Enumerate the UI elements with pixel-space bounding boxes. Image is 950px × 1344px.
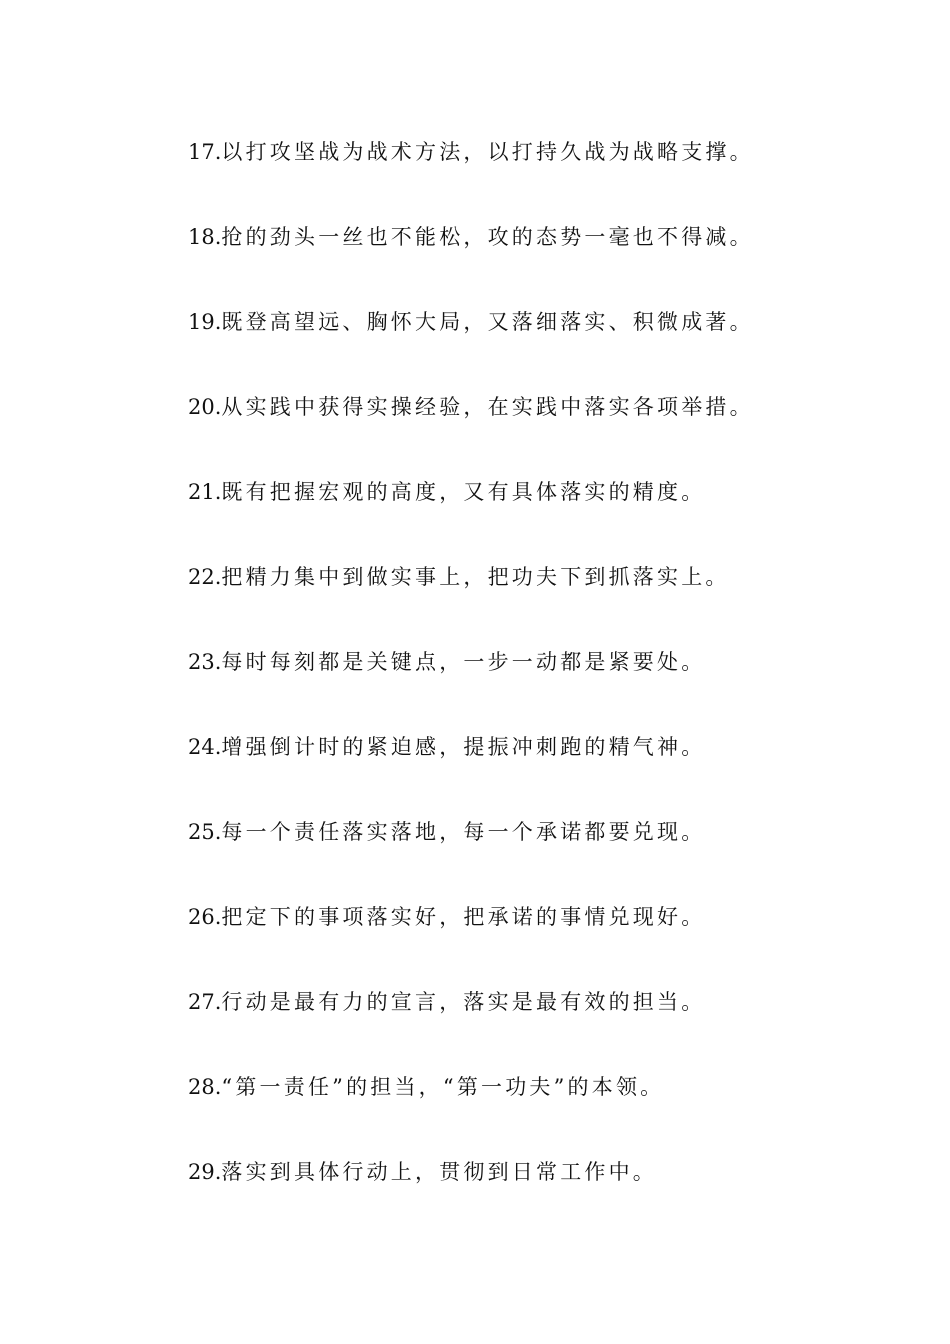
list-item (188, 221, 754, 306)
item-number: 29. (188, 1160, 222, 1184)
item-text: 把精力集中到做实事上，把功夫下到抓落实上。 (221, 565, 730, 589)
list-item (188, 646, 754, 731)
list-item (188, 816, 754, 901)
item-text: 行动是最有力的宣言，落实是最有效的担当。 (221, 990, 706, 1014)
list-item (188, 1156, 754, 1241)
item-number: 27. (188, 990, 222, 1014)
item-number: 22. (188, 565, 222, 589)
list-item (188, 561, 754, 646)
list-item (188, 731, 754, 816)
item-number: 17. (188, 140, 222, 164)
list-item (188, 1071, 754, 1156)
item-number: 19. (188, 310, 222, 334)
list-item (188, 901, 754, 986)
item-text: 增强倒计时的紧迫感，提振冲刺跑的精气神。 (221, 735, 706, 759)
item-text: 从实践中获得实操经验，在实践中落实各项举措。 (221, 395, 754, 419)
item-text: 落实到具体行动上，贯彻到日常工作中。 (221, 1160, 658, 1184)
list-item (188, 391, 754, 476)
item-number: 21. (188, 480, 222, 504)
item-text: 以打攻坚战为战术方法，以打持久战为战略支撑。 (221, 140, 754, 164)
item-number: 26. (188, 905, 222, 929)
item-number: 28. (188, 1075, 222, 1099)
item-number: 23. (188, 650, 222, 674)
list-item (188, 476, 754, 561)
numbered-list (188, 136, 754, 1241)
list-item (188, 136, 754, 221)
item-text: 每时每刻都是关键点，一步一动都是紧要处。 (221, 650, 706, 674)
item-text: 把定下的事项落实好，把承诺的事情兑现好。 (221, 905, 706, 929)
item-number: 18. (188, 225, 222, 249)
item-text: “第一责任”的担当，“第一功夫”的本领。 (221, 1075, 665, 1099)
item-number: 20. (188, 395, 222, 419)
item-text: 既有把握宏观的高度，又有具体落实的精度。 (221, 480, 706, 504)
item-text: 抢的劲头一丝也不能松，攻的态势一毫也不得减。 (221, 225, 754, 249)
item-text: 每一个责任落实落地，每一个承诺都要兑现。 (221, 820, 706, 844)
list-item (188, 986, 754, 1071)
list-item (188, 306, 754, 391)
item-number: 24. (188, 735, 222, 759)
item-number: 25. (188, 820, 222, 844)
item-text: 既登高望远、胸怀大局，又落细落实、积微成著。 (221, 310, 754, 334)
